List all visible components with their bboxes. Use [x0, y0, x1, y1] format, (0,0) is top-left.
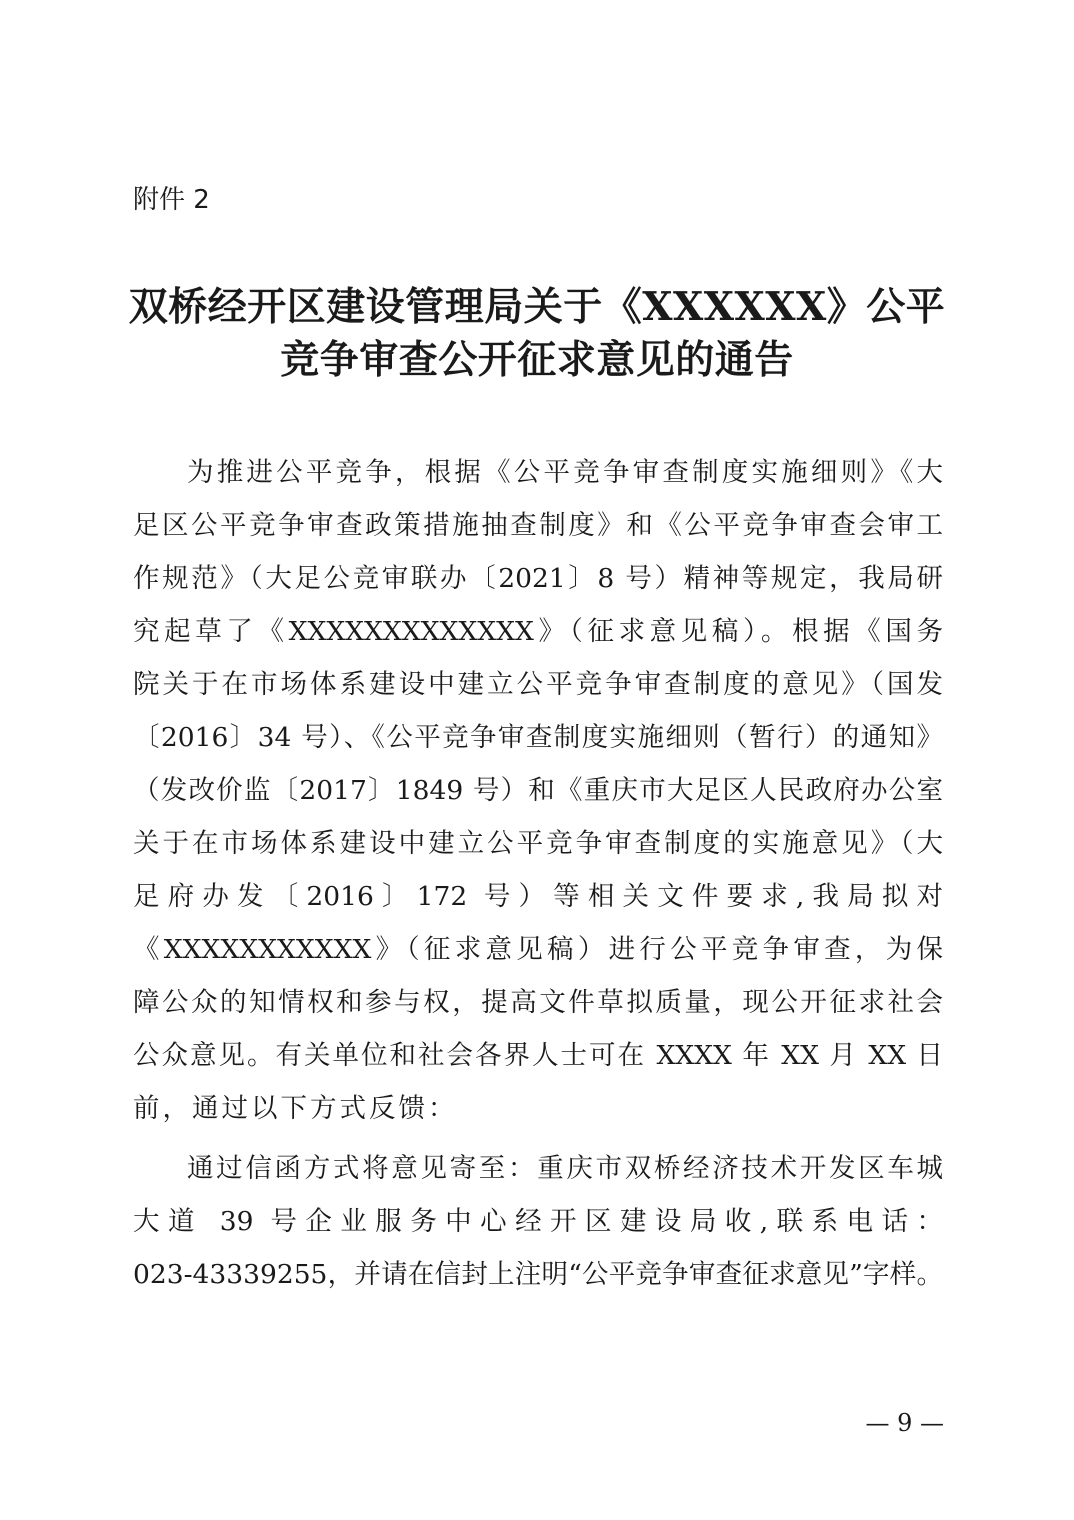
paragraph-line: 足府办发〔2016〕172 号）等相关文件要求,我局拟对: [133, 881, 943, 912]
paragraph-line: 院关于在市场体系建设中建立公平竞争审查制度的意见》（国发: [133, 669, 943, 700]
paragraph-line: 足区公平竞争审查政策措施抽查制度》和《公平竞争审查会审工: [133, 510, 943, 541]
paragraph-line: 《XXXXXXXXXXX》（征求意见稿）进行公平竞争审查，为保: [133, 934, 943, 965]
paragraph-line: 前，通过以下方式反馈：: [133, 1093, 458, 1124]
paragraph-line: 通过信函方式将意见寄至：重庆市双桥经济技术开发区车城: [187, 1153, 943, 1184]
paragraph-line: 〔2016〕34 号）、《公平竞争审查制度实施细则（暂行）的通知》: [133, 722, 943, 753]
paragraph-line: （发改价监〔2017〕1849 号）和《重庆市大足区人民政府办公室: [133, 775, 943, 806]
paragraph-line: 关于在市场体系建设中建立公平竞争审查制度的实施意见》（大: [133, 828, 943, 859]
paragraph-line: 究起草了《XXXXXXXXXXXXX》（征求意见稿）。根据《国务: [133, 616, 943, 647]
document-title-line-2: 竞争审查公开征求意见的通告: [280, 337, 794, 383]
paragraph-line: 作规范》（大足公竞审联办〔2021〕8 号）精神等规定，我局研: [133, 563, 943, 594]
paragraph-line: 公众意见。有关单位和社会各界人士可在 XXXX 年 XX 月 XX 日: [133, 1040, 943, 1071]
document-title-line-1: 双桥经开区建设管理局关于《XXXXXX》公平: [128, 284, 946, 330]
paragraph-line: 大道 39 号企业服务中心经开区建设局收,联系电话：: [133, 1206, 943, 1237]
paragraph-line: 障公众的知情权和参与权，提高文件草拟质量，现公开征求社会: [133, 987, 943, 1018]
paragraph-line: 023-43339255，并请在信封上注明“公平竞争审查征求意见”字样。: [133, 1259, 943, 1290]
paragraph-line: 为推进公平竞争，根据《公平竞争审查制度实施细则》《大: [187, 457, 943, 488]
attachment-label: 附件 2: [133, 185, 210, 215]
page-number: — 9 —: [865, 1409, 944, 1437]
